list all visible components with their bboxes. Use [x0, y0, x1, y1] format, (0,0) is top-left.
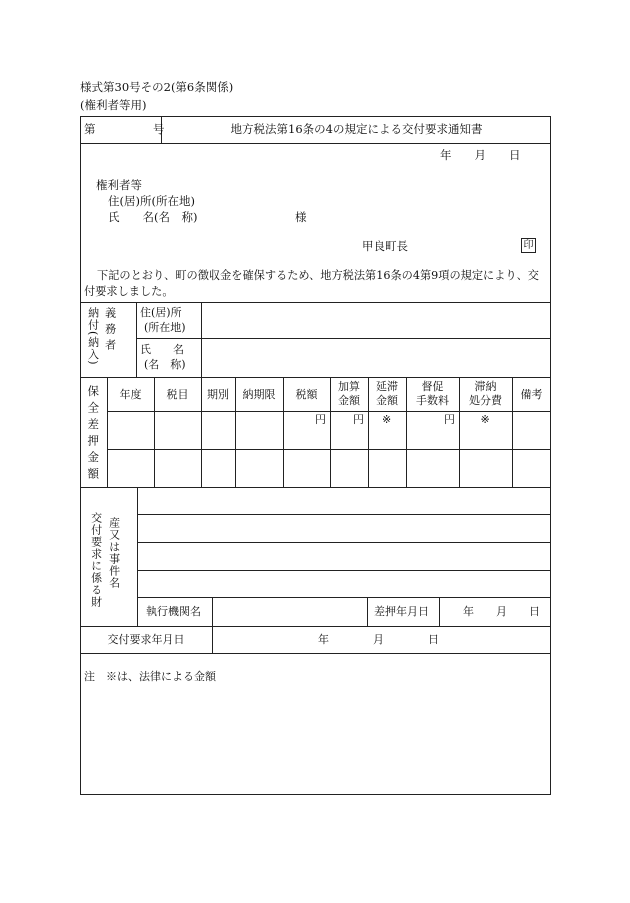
taxpayer-side-label-a: 納付(納入)	[86, 307, 100, 366]
col-header-period: 期別	[207, 388, 229, 401]
footnote: 注 ※は、法律による金額	[84, 670, 216, 683]
number-label: 第 号	[84, 122, 165, 136]
taxpayer-name-label-2: (名 称)	[144, 358, 186, 371]
recipient-heading: 権利者等	[96, 178, 142, 192]
property-side-label-b: 産又は事件名	[107, 517, 121, 589]
notice-line-2: 付要求しました。	[84, 285, 174, 298]
issuer-name: 甲良町長	[362, 239, 408, 253]
property-side-label-a: 交付要求に係る財	[89, 512, 103, 608]
col-header-deadline: 納期限	[242, 388, 276, 401]
seizure-date-value: 年 月 日	[463, 605, 540, 618]
taxpayer-address-label-2: (所在地)	[144, 321, 186, 334]
seizure-date-label: 差押年月日	[374, 605, 429, 618]
form-subtitle: (権利者等用)	[80, 98, 147, 112]
taxpayer-side-label-b: 義務者	[103, 307, 117, 355]
request-date-label: 交付要求年月日	[107, 633, 185, 646]
taxpayer-name-label-1: 氏 名	[140, 343, 184, 356]
col-header-disposal: 滞納 処分費	[469, 380, 502, 407]
execution-agency-label: 執行機関名	[146, 605, 201, 618]
col-header-remarks: 備考	[520, 388, 543, 401]
statutory-mark-disposal: ※	[480, 413, 490, 426]
form-number: 様式第30号その2(第6条関係)	[80, 80, 234, 94]
seal-mark: 印	[521, 238, 536, 253]
issue-date: 年 月 日	[440, 148, 521, 162]
col-header-surcharge: 加算 金額	[338, 380, 360, 407]
amounts-side-label: 保全差押金額	[86, 385, 101, 484]
col-header-delinquency: 延滞 金額	[376, 380, 398, 407]
col-header-year: 年度	[119, 388, 142, 401]
statutory-mark-delinquency: ※	[382, 413, 392, 426]
taxpayer-address-label-1: 住(居)所	[140, 306, 182, 319]
recipient-name-label: 氏 名(名 称)	[108, 210, 198, 224]
col-header-tax: 税額	[295, 388, 318, 401]
yen-unit-fee: 円	[444, 413, 455, 426]
form-title: 地方税法第16条の4の規定による交付要求通知書	[230, 122, 483, 136]
recipient-honorific: 様	[295, 210, 307, 224]
notice-line-1: 下記のとおり、町の徴収金を確保するため、地方税法第16条の4第9項の規定により、交	[97, 269, 539, 282]
recipient-address-label: 住(居)所(所在地)	[108, 194, 195, 208]
yen-unit-surcharge: 円	[353, 413, 364, 426]
col-header-fee: 督促 手数料	[416, 380, 449, 407]
col-header-item: 税目	[166, 388, 189, 401]
yen-unit-tax: 円	[315, 413, 326, 426]
request-date-value: 年 月 日	[318, 633, 439, 646]
